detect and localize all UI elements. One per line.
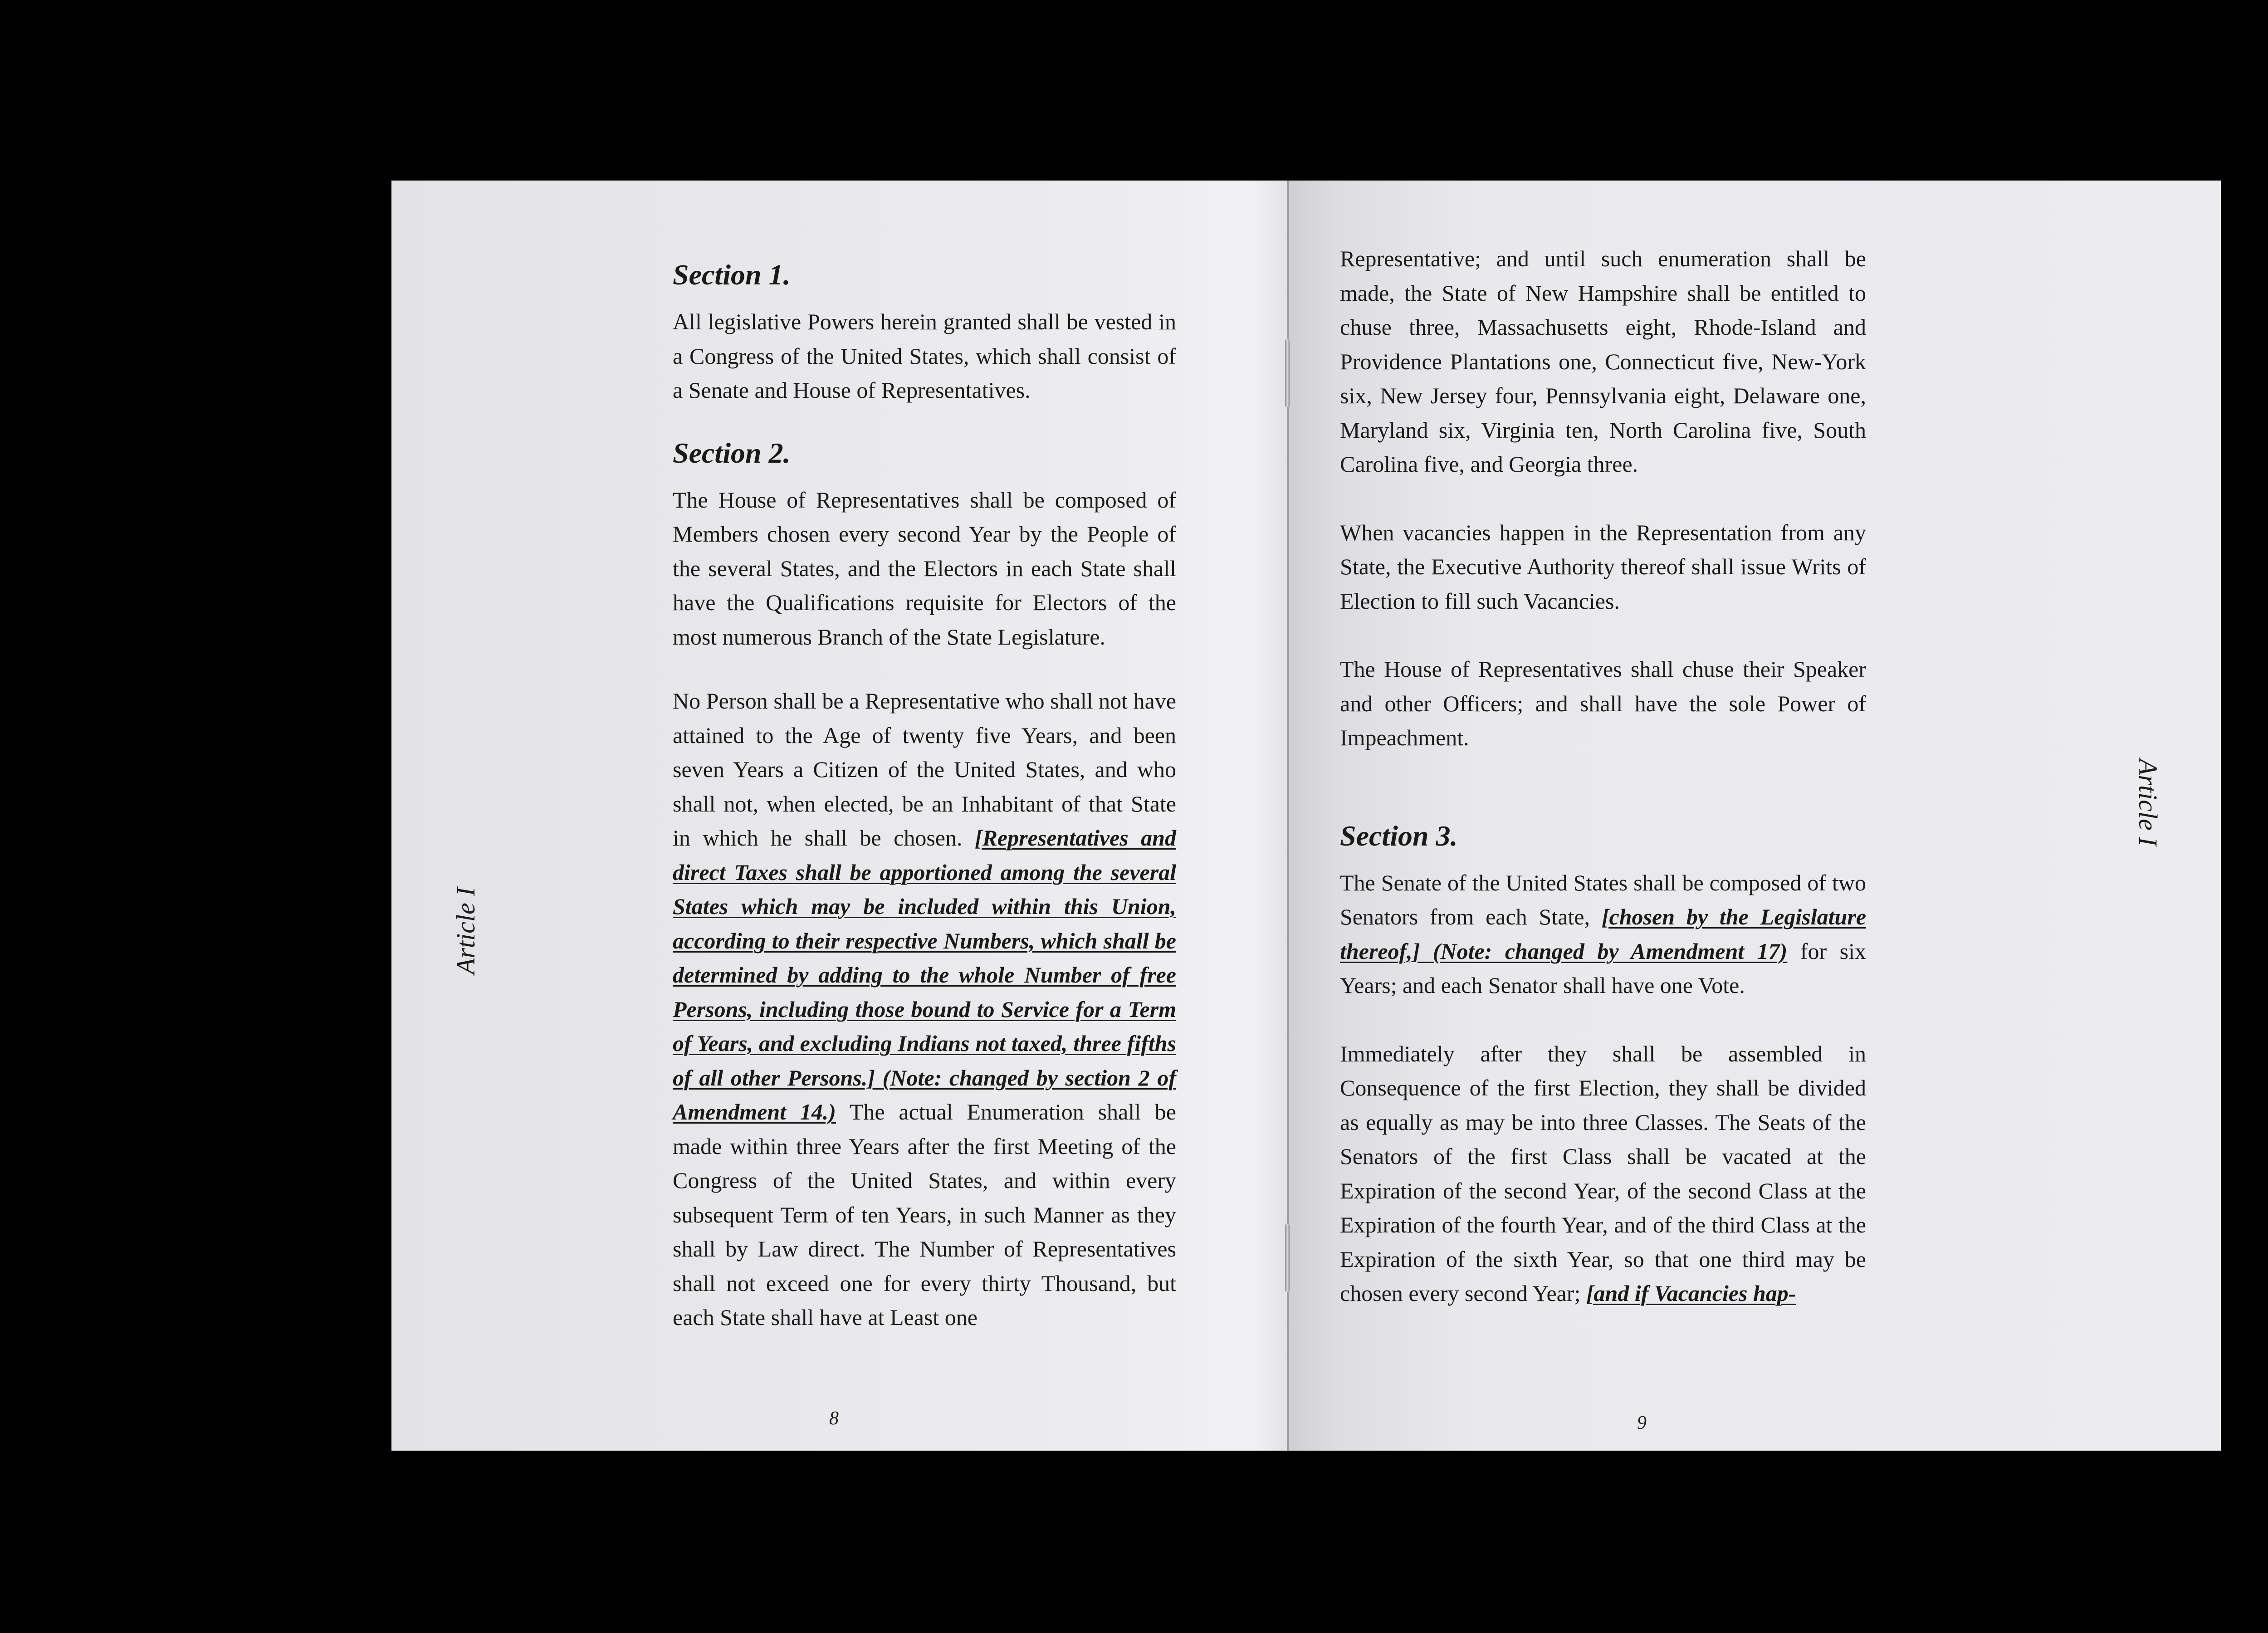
binding-staple [1285, 339, 1290, 407]
section-2-paragraph-1: The House of Representatives shall be composed of Members chosen every second Year by the People of the several States, and the Electors in each State shall have the Qualifications requisite for Electors of the most numerous Branch of the State Legislature. [673, 487, 1176, 650]
section-2-paragraph-2 [673, 684, 1176, 1335]
speaker-paragraph: The House of Representatives shall chuse their Speaker and other Officers; and shall have the sole Power of Impeachment. [1340, 656, 1866, 750]
paragraph-text: The actual Enumeration shall be made within three Years after the first Meeting of the Congress of the United States, and within every subsequent Term of ten Years, in such Manner as they shall by Law direct. The Number of Representatives shall not exceed one for every thirty Thousand, but each State shall have at Least one [673, 1099, 1176, 1330]
right-page-body [1340, 181, 1866, 1311]
paragraph-text: No Person shall be a Representative who shall not have attained to the Age of twenty five Years, and been seven Years a Citizen of the United States, and who shall not, when elected, be an Inhabitant of that State in which he shall be chosen. [673, 688, 1176, 851]
amendment-note: [Representatives and direct Taxes shall be apportioned among the several States which may be included within this Union, according to their respective Numbers, which shall be determined by adding to the whole Number of free Persons, including those bound to Service for a Term of Years, and excluding Indians not taxed, three fifths of all other Persons.] (Note: changed by section 2 of Amendment 14.) [673, 825, 1176, 1125]
vacancies-paragraph: When vacancies happen in the Representation from any State, the Executive Authority thereof shall issue Writs of Election to fill such Vacancies. [1340, 519, 1866, 614]
section-3-paragraph-2 [1340, 1037, 1866, 1311]
article-side-label: Article I [2133, 759, 2163, 846]
section-3-heading: Section 3. [1340, 819, 1458, 852]
left-page-body [673, 181, 1176, 1335]
amendment-note: [chosen by the Legislature thereof,] (Note: changed by Amendment 17) [1340, 904, 1867, 964]
paragraph-text: Immediately after they shall be assembled in Consequence of the first Election, they shall be divided as equally as may be into three Classes. The Seats of the Senators of the first Class shall be vacated at the Expiration of the second Year, of the second Class at the Expiration of the fourth Year, and of the third Class at the Expiration of the sixth Year, so that one third may be chosen every second Year; [1340, 1041, 1866, 1306]
article-side-label: Article I [451, 887, 480, 974]
binding-staple [1285, 1224, 1290, 1292]
page-number: 9 [1637, 1413, 1647, 1433]
open-book-spread [391, 181, 2221, 1451]
page-number: 8 [829, 1408, 839, 1429]
right-page [1288, 181, 2221, 1451]
amendment-note: [and if Vacancies hap- [1586, 1281, 1796, 1306]
section-1-heading: Section 1. [673, 259, 791, 291]
left-page [391, 181, 1288, 1451]
section-1-text: All legislative Powers herein granted shall be vested in a Congress of the United States, which shall consist of a Senate and House of Representatives. [673, 309, 1176, 403]
paragraph-text: for six Years; and each Senator shall have one Vote. [1340, 938, 1866, 998]
section-2-heading: Section 2. [673, 436, 791, 469]
section-3-paragraph-1 [1340, 866, 1866, 1003]
paragraph-text: The Senate of the United States shall be composed of two Senators from each State, [1340, 870, 1866, 929]
paragraph-continued: Representative; and until such enumeration shall be made, the State of New Hampshire shall be entitled to chuse three, Massachusetts eight, Rhode-Island and Providence Plantations one, Connecticut five, New-York six, New Jersey four, Pennsylvania eight, Delaware one, Maryland six, Virginia ten, North Carolina five, South Carolina five, and Georgia three. [1340, 246, 1866, 477]
